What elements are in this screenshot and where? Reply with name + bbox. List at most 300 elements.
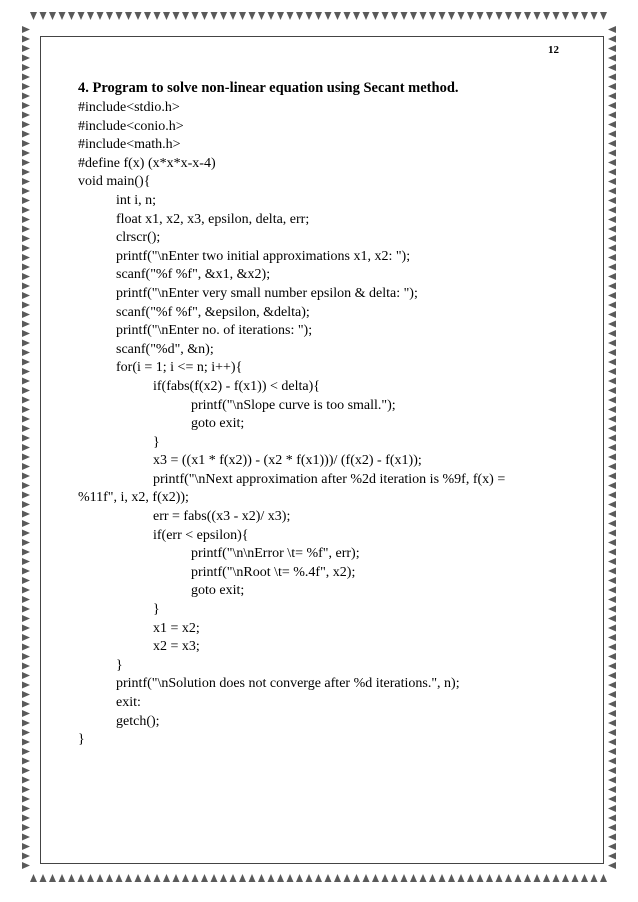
code-line: }: [153, 434, 160, 450]
border-triangle: [553, 12, 560, 20]
border-triangle: [287, 874, 294, 882]
border-triangle: [22, 226, 30, 233]
border-triangle: [429, 12, 436, 20]
border-triangle: [608, 501, 616, 508]
border-triangle: [608, 26, 616, 33]
border-triangle: [608, 758, 616, 765]
code-line: x3 = ((x1 * f(x2)) - (x2 * f(x1)))/ (f(x2) - f(x1));: [153, 453, 422, 469]
border-triangle: [608, 425, 616, 432]
border-triangle: [59, 12, 66, 20]
border-triangle: [608, 178, 616, 185]
border-triangle: [572, 874, 579, 882]
code-line: printf("\nRoot \t= %.4f", x2);: [191, 564, 356, 580]
border-triangle: [22, 511, 30, 518]
border-triangle: [30, 12, 37, 20]
border-triangle: [22, 416, 30, 423]
border-triangle: [306, 12, 313, 20]
border-triangle: [22, 83, 30, 90]
border-triangle: [78, 874, 85, 882]
border-triangle: [458, 12, 465, 20]
border-triangle: [22, 568, 30, 575]
border-triangle: [22, 853, 30, 860]
border-triangle: [192, 12, 199, 20]
border-triangle: [608, 359, 616, 366]
border-triangle: [410, 12, 417, 20]
border-triangle: [296, 12, 303, 20]
border-triangle: [553, 874, 560, 882]
border-triangle: [608, 596, 616, 603]
border-triangle: [22, 150, 30, 157]
code-line: }: [78, 732, 85, 748]
border-triangle: [608, 862, 616, 869]
border-triangle: [22, 653, 30, 660]
border-triangle: [325, 12, 332, 20]
border-triangle: [22, 140, 30, 147]
border-triangle: [608, 682, 616, 689]
border-triangle: [608, 653, 616, 660]
border-triangle: [608, 36, 616, 43]
border-triangle: [608, 530, 616, 537]
border-triangle: [608, 292, 616, 299]
code-line: goto exit;: [191, 416, 245, 432]
border-triangle: [97, 874, 104, 882]
border-triangle: [448, 12, 455, 20]
border-triangle: [22, 625, 30, 632]
border-triangle: [524, 874, 531, 882]
border-triangle: [608, 777, 616, 784]
border-triangle: [608, 112, 616, 119]
border-triangle: [600, 874, 607, 882]
border-triangle: [608, 701, 616, 708]
code-line: printf("\nEnter very small number epsilon & delta: ");: [116, 285, 418, 301]
border-triangle: [154, 12, 161, 20]
border-triangle: [22, 805, 30, 812]
border-triangle: [608, 302, 616, 309]
border-triangle: [372, 874, 379, 882]
border-triangle: [608, 767, 616, 774]
border-triangle: [22, 672, 30, 679]
border-triangle: [608, 368, 616, 375]
border-triangle: [40, 12, 47, 20]
border-triangle: [608, 615, 616, 622]
border-triangle: [22, 235, 30, 242]
border-triangle: [22, 862, 30, 869]
code-line: getch();: [116, 713, 160, 729]
border-triangle: [608, 273, 616, 280]
border-triangle: [22, 292, 30, 299]
border-triangle: [608, 406, 616, 413]
border-triangle: [163, 874, 170, 882]
border-triangle: [581, 874, 588, 882]
border-triangle: [608, 397, 616, 404]
border-triangle: [116, 874, 123, 882]
border-triangle: [22, 691, 30, 698]
border-triangle: [22, 321, 30, 328]
border-triangle: [287, 12, 294, 20]
border-triangle: [608, 83, 616, 90]
border-triangle: [220, 12, 227, 20]
border-triangle: [22, 74, 30, 81]
border-triangle: [22, 530, 30, 537]
border-triangle: [22, 701, 30, 708]
code-line: #define f(x) (x*x*x-x-4): [78, 155, 216, 171]
border-triangle: [608, 805, 616, 812]
border-triangle: [22, 387, 30, 394]
border-triangle: [608, 45, 616, 52]
border-triangle: [144, 874, 151, 882]
border-triangle: [22, 36, 30, 43]
border-triangle: [22, 330, 30, 337]
code-line: for(i = 1; i <= n; i++){: [116, 360, 243, 376]
border-triangle: [608, 710, 616, 717]
border-triangle: [201, 12, 208, 20]
border-triangle: [363, 12, 370, 20]
code-line: scanf("%f %f", &x1, &x2);: [116, 267, 271, 283]
border-triangle: [401, 874, 408, 882]
border-triangle: [562, 874, 569, 882]
border-triangle: [211, 12, 218, 20]
border-triangle: [22, 311, 30, 318]
border-triangle: [608, 226, 616, 233]
border-triangle: [591, 874, 598, 882]
border-triangle: [608, 549, 616, 556]
code-line: clrscr();: [116, 230, 161, 246]
border-triangle: [608, 159, 616, 166]
border-triangle: [22, 596, 30, 603]
border-triangle: [22, 549, 30, 556]
border-triangle: [306, 874, 313, 882]
border-triangle: [410, 874, 417, 882]
border-triangle: [30, 874, 37, 882]
border-triangle: [496, 874, 503, 882]
border-triangle: [608, 188, 616, 195]
code-line: printf("\nEnter no. of iterations: ");: [116, 323, 313, 339]
border-triangle: [608, 843, 616, 850]
border-triangle: [458, 874, 465, 882]
border-triangle: [22, 245, 30, 252]
border-triangle: [277, 12, 284, 20]
border-triangle: [22, 539, 30, 546]
border-triangle: [211, 874, 218, 882]
border-triangle: [608, 207, 616, 214]
border-triangle: [22, 273, 30, 280]
border-triangle: [22, 425, 30, 432]
border-triangle: [608, 140, 616, 147]
border-triangle: [239, 874, 246, 882]
border-triangle: [22, 682, 30, 689]
border-triangle: [505, 12, 512, 20]
border-triangle: [608, 264, 616, 271]
border-triangle: [22, 283, 30, 290]
border-triangle: [22, 197, 30, 204]
border-triangle: [125, 12, 132, 20]
border-triangle: [608, 349, 616, 356]
border-triangle: [22, 302, 30, 309]
border-triangle: [49, 12, 56, 20]
border-triangle: [173, 12, 180, 20]
border-triangle: [22, 834, 30, 841]
border-triangle: [608, 311, 616, 318]
border-triangle: [40, 874, 47, 882]
border-triangle: [22, 767, 30, 774]
border-triangle: [543, 12, 550, 20]
border-triangle: [22, 748, 30, 755]
border-triangle: [334, 874, 341, 882]
border-triangle: [22, 558, 30, 565]
border-triangle: [353, 874, 360, 882]
border-triangle: [22, 444, 30, 451]
border-triangle: [106, 874, 113, 882]
border-triangle: [608, 587, 616, 594]
border-triangle: [608, 786, 616, 793]
border-triangle: [22, 720, 30, 727]
border-triangle: [258, 12, 265, 20]
border-triangle: [22, 102, 30, 109]
border-triangle: [608, 577, 616, 584]
code-line: }: [116, 657, 123, 673]
border-triangle: [22, 93, 30, 100]
border-triangle: [608, 283, 616, 290]
border-triangle: [382, 12, 389, 20]
border-triangle: [22, 112, 30, 119]
border-triangle: [22, 786, 30, 793]
code-line: goto exit;: [191, 583, 245, 599]
border-triangle: [608, 254, 616, 261]
border-triangle: [22, 739, 30, 746]
border-triangle: [608, 216, 616, 223]
border-triangle: [87, 874, 94, 882]
border-triangle: [477, 12, 484, 20]
border-triangle: [22, 406, 30, 413]
border-triangle: [353, 12, 360, 20]
border-triangle: [22, 796, 30, 803]
border-triangle: [87, 12, 94, 20]
border-triangle: [144, 12, 151, 20]
border-triangle: [608, 463, 616, 470]
code-line: }: [153, 602, 160, 618]
border-triangle: [22, 216, 30, 223]
border-triangle: [608, 340, 616, 347]
border-triangle: [363, 874, 370, 882]
border-triangle: [581, 12, 588, 20]
border-triangle: [22, 501, 30, 508]
code-line: printf("\nSolution does not converge after %d iterations.", n);: [116, 676, 460, 692]
border-triangle: [22, 264, 30, 271]
border-triangle: [22, 397, 30, 404]
border-triangle: [505, 874, 512, 882]
border-triangle: [22, 843, 30, 850]
border-triangle: [608, 748, 616, 755]
border-triangle: [22, 815, 30, 822]
code-line: printf("\nEnter two initial approximations x1, x2: ");: [116, 248, 411, 264]
border-triangle: [372, 12, 379, 20]
border-triangle: [486, 874, 493, 882]
code-line: printf("\n\nError \t= %f", err);: [191, 546, 360, 562]
border-triangle: [22, 378, 30, 385]
code-line: #include<conio.h>: [78, 118, 184, 134]
border-triangle: [22, 520, 30, 527]
border-triangle: [268, 12, 275, 20]
program-title: 4. Program to solve non-linear equation using Secant method.: [78, 80, 459, 96]
border-triangle: [608, 739, 616, 746]
code-line: scanf("%f %f", &epsilon, &delta);: [116, 304, 310, 320]
code-line: exit:: [116, 695, 141, 710]
border-triangle: [268, 874, 275, 882]
border-triangle: [315, 12, 322, 20]
border-triangle: [391, 874, 398, 882]
border-triangle: [524, 12, 531, 20]
border-triangle: [22, 254, 30, 261]
code-line: if(fabs(f(x2) - f(x1)) < delta){: [153, 378, 320, 394]
code-line: x2 = x3;: [153, 639, 200, 655]
code-line: int i, n;: [116, 192, 157, 208]
border-triangle: [448, 874, 455, 882]
border-triangle: [68, 874, 75, 882]
border-triangle: [608, 729, 616, 736]
border-triangle: [344, 874, 351, 882]
page-number: 12: [548, 44, 559, 56]
border-triangle: [230, 12, 237, 20]
border-triangle: [344, 12, 351, 20]
border-triangle: [22, 492, 30, 499]
border-triangle: [608, 644, 616, 651]
border-triangle: [22, 359, 30, 366]
border-triangle: [429, 874, 436, 882]
border-triangle: [22, 159, 30, 166]
border-triangle: [608, 245, 616, 252]
border-triangle: [467, 874, 474, 882]
border-triangle: [439, 12, 446, 20]
border-triangle: [22, 663, 30, 670]
border-triangle: [486, 12, 493, 20]
border-triangle: [22, 615, 30, 622]
border-triangle: [608, 853, 616, 860]
border-triangle: [420, 12, 427, 20]
code-line: #include<stdio.h>: [78, 100, 180, 115]
code-line: printf("\nSlope curve is too small.");: [191, 397, 396, 413]
border-triangle: [591, 12, 598, 20]
border-triangle: [22, 340, 30, 347]
border-triangle: [477, 874, 484, 882]
border-triangle: [467, 12, 474, 20]
border-triangle: [201, 874, 208, 882]
border-triangle: [22, 777, 30, 784]
border-triangle: [608, 824, 616, 831]
border-triangle: [391, 12, 398, 20]
border-triangle: [22, 634, 30, 641]
border-triangle: [608, 511, 616, 518]
border-triangle: [608, 102, 616, 109]
border-triangle: [608, 169, 616, 176]
border-triangle: [608, 378, 616, 385]
border-triangle: [135, 874, 142, 882]
border-triangle: [22, 482, 30, 489]
border-triangle: [22, 45, 30, 52]
border-triangle: [249, 12, 256, 20]
border-triangle: [22, 55, 30, 62]
border-triangle: [59, 874, 66, 882]
border-triangle: [22, 587, 30, 594]
border-triangle: [543, 874, 550, 882]
border-triangle: [22, 606, 30, 613]
border-triangle: [22, 26, 30, 33]
border-triangle: [608, 435, 616, 442]
border-triangle: [382, 874, 389, 882]
code-block: [78, 99, 505, 750]
border-triangle: [420, 874, 427, 882]
border-triangle: [22, 64, 30, 71]
border-triangle: [22, 349, 30, 356]
border-triangle: [608, 454, 616, 461]
border-triangle: [22, 463, 30, 470]
border-triangle: [182, 12, 189, 20]
border-triangle: [608, 663, 616, 670]
border-triangle: [22, 435, 30, 442]
border-triangle: [296, 874, 303, 882]
border-triangle: [608, 74, 616, 81]
border-triangle: [68, 12, 75, 20]
code-line: void main(){: [78, 174, 151, 190]
border-triangle: [22, 169, 30, 176]
border-triangle: [230, 874, 237, 882]
border-triangle: [515, 874, 522, 882]
border-triangle: [608, 55, 616, 62]
border-triangle: [22, 454, 30, 461]
border-triangle: [22, 729, 30, 736]
border-triangle: [608, 558, 616, 565]
border-triangle: [608, 197, 616, 204]
border-triangle: [608, 387, 616, 394]
border-triangle: [608, 330, 616, 337]
border-triangle: [78, 12, 85, 20]
border-triangle: [125, 874, 132, 882]
border-triangle: [22, 121, 30, 128]
border-triangle: [106, 12, 113, 20]
border-triangle: [22, 577, 30, 584]
border-triangle: [608, 539, 616, 546]
border-triangle: [608, 720, 616, 727]
code-line: x1 = x2;: [153, 620, 200, 636]
code-line: printf("\nNext approximation after %2d iteration is %9f, f(x) =: [153, 471, 506, 487]
border-triangle: [608, 815, 616, 822]
border-triangle: [534, 12, 541, 20]
border-triangle: [608, 131, 616, 138]
border-triangle: [496, 12, 503, 20]
border-triangle: [515, 12, 522, 20]
border-triangle: [22, 368, 30, 375]
border-triangle: [135, 12, 142, 20]
code-line: #include<math.h>: [78, 137, 181, 153]
border-triangle: [22, 824, 30, 831]
border-triangle: [315, 874, 322, 882]
border-triangle: [22, 188, 30, 195]
border-triangle: [239, 12, 246, 20]
border-triangle: [608, 568, 616, 575]
border-triangle: [325, 874, 332, 882]
border-triangle: [608, 416, 616, 423]
border-triangle: [220, 874, 227, 882]
border-triangle: [173, 874, 180, 882]
border-triangle: [608, 634, 616, 641]
code-line: scanf("%d", &n);: [116, 341, 214, 357]
border-triangle: [608, 473, 616, 480]
border-triangle: [49, 874, 56, 882]
border-triangle: [401, 12, 408, 20]
border-triangle: [608, 520, 616, 527]
border-triangle: [22, 207, 30, 214]
border-triangle: [608, 321, 616, 328]
border-triangle: [334, 12, 341, 20]
